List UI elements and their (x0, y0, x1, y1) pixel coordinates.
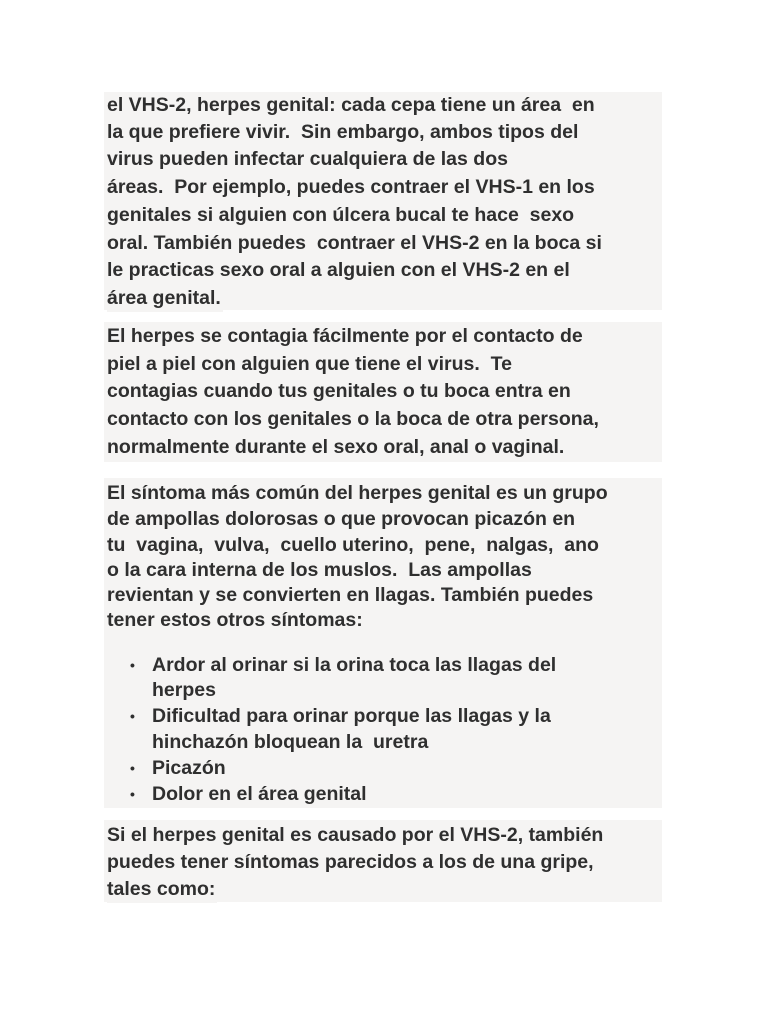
list-item-line-1: Picazón (152, 755, 228, 782)
paragraph-1-line-8: área genital. (107, 285, 223, 312)
paragraph-3-line-5: revientan y se convierten en llagas. También puedes (107, 582, 595, 609)
paragraph-1-line-4: áreas. Por ejemplo, puedes contraer el VHS-1 en los (107, 174, 597, 201)
paragraph-3-line-6: tener estos otros síntomas: (107, 607, 365, 634)
list-item-line-1: Dificultad para orinar porque las llagas y la (152, 703, 553, 730)
list-item-line-2: hinchazón bloquean la uretra (152, 729, 430, 756)
list-item-line-1: Ardor al orinar si la orina toca las llagas del (152, 652, 558, 679)
paragraph-4-line-1: Si el herpes genital es causado por el VHS-2, también (107, 822, 605, 849)
paragraph-2-line-3: contagias cuando tus genitales o tu boca entra en (107, 378, 573, 405)
paragraph-3-line-3: tu vagina, vulva, cuello uterino, pene, nalgas, ano (107, 532, 601, 559)
paragraph-2-line-4: contacto con los genitales o la boca de otra persona, (107, 406, 601, 433)
paragraph-3-line-4: o la cara interna de los muslos. Las ampollas (107, 557, 534, 584)
paragraph-4-line-2: puedes tener síntomas parecidos a los de una gripe, (107, 849, 596, 876)
paragraph-2-line-5: normalmente durante el sexo oral, anal o vaginal. (107, 434, 566, 461)
paragraph-1-line-7: le practicas sexo oral a alguien con el VHS-2 en el (107, 257, 572, 284)
paragraph-2-line-1: El herpes se contagia fácilmente por el contacto de (107, 323, 585, 350)
paragraph-1-line-5: genitales si alguien con úlcera bucal te hace sexo (107, 202, 576, 229)
bullet-icon: • (130, 708, 135, 724)
list-item-line-1: Dolor en el área genital (152, 781, 369, 808)
paragraph-1-line-3: virus pueden infectar cualquiera de las dos (107, 146, 510, 173)
paragraph-2-line-2: piel a piel con alguien que tiene el virus. Te (107, 351, 514, 378)
paragraph-1-line-1: el VHS-2, herpes genital: cada cepa tiene un área en (107, 92, 597, 119)
paragraph-4-line-3: tales como: (107, 876, 217, 903)
bullet-icon: • (130, 657, 135, 673)
paragraph-1-line-6: oral. También puedes contraer el VHS-2 en la boca si (107, 230, 604, 257)
bullet-icon: • (130, 786, 135, 802)
paragraph-3-line-2: de ampollas dolorosas o que provocan picazón en (107, 506, 577, 533)
paragraph-1-line-2: la que prefiere vivir. Sin embargo, ambos tipos del (107, 119, 580, 146)
list-item-line-2: herpes (152, 677, 218, 704)
bullet-icon: • (130, 760, 135, 776)
paragraph-3-line-1: El síntoma más común del herpes genital es un grupo (107, 480, 610, 507)
